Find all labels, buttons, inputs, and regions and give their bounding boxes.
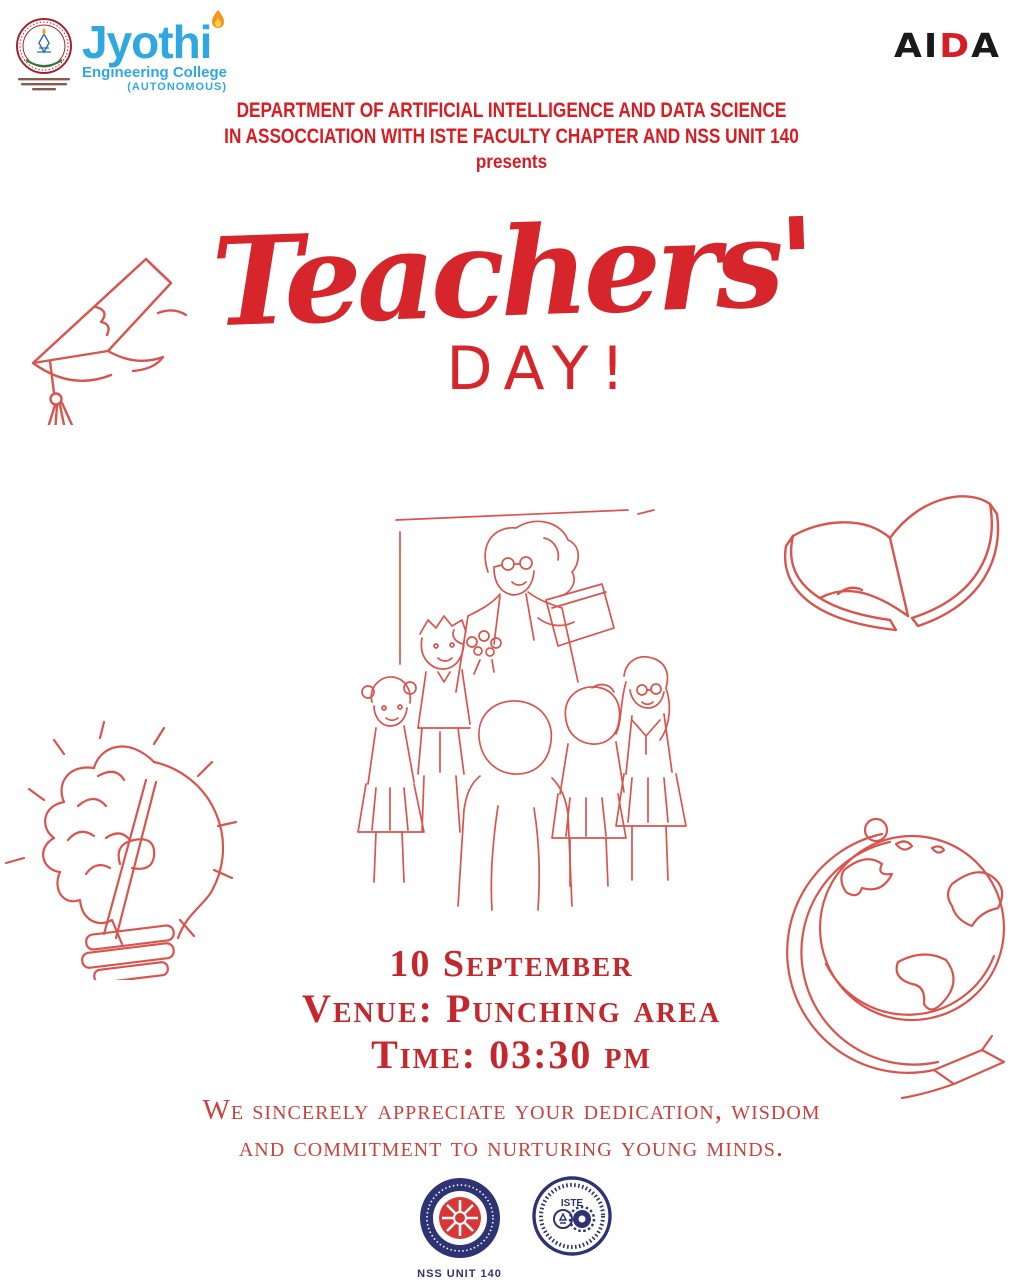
iste-logo-block — [532, 1176, 612, 1261]
aida-part3: A — [971, 27, 1001, 66]
footer-logos — [0, 1176, 1023, 1280]
header-line1: DEPARTMENT OF ARTIFICIAL INTELLIGENCE AND DATA SCIENCE — [236, 99, 787, 122]
event-venue: Venue: Punching area — [301, 986, 722, 1031]
nss-logo-block — [412, 1176, 508, 1280]
college-name: Jyothi — [82, 16, 212, 68]
nss-logo-icon — [418, 1176, 502, 1260]
aida-logo — [894, 28, 1001, 66]
svg-text:ISTE: ISTE — [560, 1198, 583, 1209]
event-details — [0, 942, 1023, 1078]
open-book-icon — [778, 478, 1000, 650]
aida-part2: D — [939, 27, 972, 66]
event-date: 10 September — [389, 943, 634, 985]
iste-logo-icon — [532, 1176, 612, 1256]
teacher-with-students-illustration — [330, 476, 690, 916]
appreciation-message — [0, 1092, 1023, 1166]
message-line2: and commitment to nurturing young minds. — [238, 1131, 785, 1163]
college-logo — [12, 16, 227, 102]
college-emblem-icon — [12, 16, 76, 102]
header-block — [0, 98, 1023, 174]
flame-icon — [211, 10, 225, 30]
graduation-cap-icon — [8, 243, 190, 425]
aida-part1: AI — [893, 27, 940, 66]
title-script: Teachers' — [209, 189, 814, 355]
header-line3: presents — [475, 152, 548, 173]
message-line1: We sincerely appreciate your dedication, wisdom — [202, 1094, 821, 1126]
college-subtitle: Engineering College — [82, 64, 228, 81]
event-time: Time: 03:30 pm — [371, 1032, 652, 1077]
title-sub: DAY! — [446, 334, 637, 404]
college-wordmark — [82, 16, 228, 93]
brain-bulb-icon — [2, 718, 244, 980]
college-autonomous: (AUTONOMOUS) — [127, 81, 228, 93]
header-line2: IN ASSOCCIATION WITH ISTE FACULTY CHAPTER AND NSS UNIT 140 — [224, 125, 799, 148]
nss-caption: NSS UNIT 140 — [417, 1268, 502, 1280]
